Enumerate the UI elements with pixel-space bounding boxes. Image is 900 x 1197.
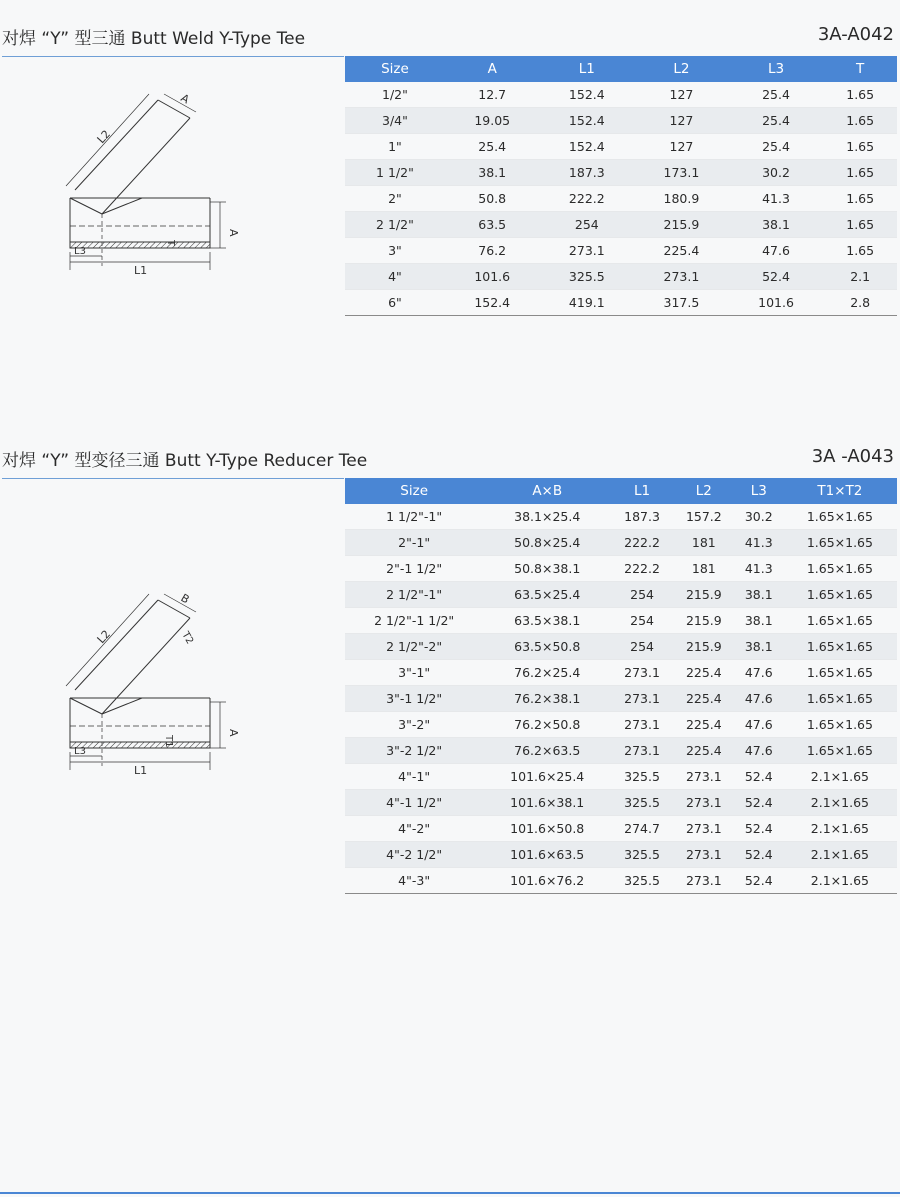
column-header: T1×T2 xyxy=(783,478,897,504)
table-cell: 152.4 xyxy=(540,134,635,160)
table-cell: 4"-2" xyxy=(345,816,483,842)
section-header xyxy=(0,440,900,476)
table-cell: 50.8 xyxy=(445,186,540,212)
table-cell: 173.1 xyxy=(634,160,729,186)
table-cell: 2.1×1.65 xyxy=(783,816,897,842)
table-cell: 325.5 xyxy=(611,868,673,894)
table-cell: 1.65 xyxy=(823,186,897,212)
column-header: L3 xyxy=(735,478,783,504)
section-y-type-reducer-tee xyxy=(0,440,900,476)
table-row xyxy=(345,582,897,608)
table-cell: 6" xyxy=(345,290,445,316)
section-y-type-tee xyxy=(0,18,900,54)
label-t1: T1 xyxy=(163,735,174,748)
table-cell: 225.4 xyxy=(673,660,735,686)
table-cell: 273.1 xyxy=(611,686,673,712)
table-cell: 273.1 xyxy=(634,264,729,290)
table-cell: 254 xyxy=(540,212,635,238)
table-cell: 41.3 xyxy=(735,556,783,582)
table-row xyxy=(345,264,897,290)
table-cell: 273.1 xyxy=(611,660,673,686)
table-cell: 215.9 xyxy=(673,634,735,660)
table-row xyxy=(345,108,897,134)
table-cell: 3"-2 1/2" xyxy=(345,738,483,764)
table-row xyxy=(345,186,897,212)
section-title: 对焊 “Y” 型三通 Butt Weld Y-Type Tee xyxy=(2,29,306,49)
table-cell: 1.65×1.65 xyxy=(783,582,897,608)
table-row xyxy=(345,556,897,582)
table-cell: 273.1 xyxy=(611,738,673,764)
table-cell: 1" xyxy=(345,134,445,160)
table-cell: 1.65×1.65 xyxy=(783,660,897,686)
table-cell: 38.1 xyxy=(735,608,783,634)
table-cell: 273.1 xyxy=(673,816,735,842)
table-cell: 101.6 xyxy=(729,290,824,316)
table-cell: 1.65 xyxy=(823,238,897,264)
table-cell: 101.6 xyxy=(445,264,540,290)
table-cell: 3"-2" xyxy=(345,712,483,738)
column-header: L1 xyxy=(540,56,635,82)
table-cell: 1.65 xyxy=(823,212,897,238)
table-cell: 2.1×1.65 xyxy=(783,868,897,894)
column-header: L2 xyxy=(673,478,735,504)
table-cell: 181 xyxy=(673,556,735,582)
column-header: A xyxy=(445,56,540,82)
table-cell: 76.2×38.1 xyxy=(483,686,611,712)
table-cell: 76.2×50.8 xyxy=(483,712,611,738)
column-header: L3 xyxy=(729,56,824,82)
spec-table-a042 xyxy=(345,56,897,316)
table-cell: 30.2 xyxy=(729,160,824,186)
table-cell: 41.3 xyxy=(735,530,783,556)
table-cell: 225.4 xyxy=(634,238,729,264)
table-cell: 1.65×1.65 xyxy=(783,712,897,738)
table-cell: 52.4 xyxy=(735,868,783,894)
label-a-branch: A xyxy=(178,91,192,107)
table-cell: 273.1 xyxy=(673,868,735,894)
table-cell: 12.7 xyxy=(445,82,540,108)
table-cell: 2.8 xyxy=(823,290,897,316)
table-cell: 63.5×25.4 xyxy=(483,582,611,608)
table-row xyxy=(345,608,897,634)
table-row xyxy=(345,134,897,160)
table-cell: 2.1 xyxy=(823,264,897,290)
table-cell: 152.4 xyxy=(540,82,635,108)
table-cell: 52.4 xyxy=(735,816,783,842)
table-cell: 181 xyxy=(673,530,735,556)
table-cell: 4" xyxy=(345,264,445,290)
table-cell: 38.1 xyxy=(445,160,540,186)
table-cell: 187.3 xyxy=(540,160,635,186)
table-header-row xyxy=(345,56,897,82)
table-cell: 4"-1" xyxy=(345,764,483,790)
table-cell: 30.2 xyxy=(735,504,783,530)
table-cell: 38.1 xyxy=(729,212,824,238)
table-row xyxy=(345,842,897,868)
table-cell: 38.1 xyxy=(735,582,783,608)
table-cell: 50.8×25.4 xyxy=(483,530,611,556)
table-cell: 325.5 xyxy=(611,790,673,816)
table-cell: 101.6×50.8 xyxy=(483,816,611,842)
table-cell: 47.6 xyxy=(735,738,783,764)
label-t: T xyxy=(165,240,176,247)
table-cell: 1.65 xyxy=(823,82,897,108)
table-cell: 1.65×1.65 xyxy=(783,556,897,582)
column-header: T xyxy=(823,56,897,82)
table-cell: 76.2×25.4 xyxy=(483,660,611,686)
table-cell: 325.5 xyxy=(611,764,673,790)
table-row xyxy=(345,816,897,842)
column-header: L2 xyxy=(634,56,729,82)
y-reducer-tee-diagram xyxy=(30,590,260,780)
table-cell: 41.3 xyxy=(729,186,824,212)
table-cell: 47.6 xyxy=(735,660,783,686)
footer-rule xyxy=(0,1192,900,1194)
table-cell: 52.4 xyxy=(735,842,783,868)
y-tee-diagram xyxy=(30,90,260,280)
table-cell: 325.5 xyxy=(540,264,635,290)
table-cell: 4"-2 1/2" xyxy=(345,842,483,868)
table-cell: 157.2 xyxy=(673,504,735,530)
label-l1: L1 xyxy=(134,764,148,777)
table-cell: 215.9 xyxy=(673,608,735,634)
table-cell: 254 xyxy=(611,608,673,634)
table-cell: 222.2 xyxy=(540,186,635,212)
column-header: Size xyxy=(345,478,483,504)
table-cell: 274.7 xyxy=(611,816,673,842)
table-row xyxy=(345,160,897,186)
table-cell: 1 1/2" xyxy=(345,160,445,186)
table-row xyxy=(345,868,897,894)
table-cell: 317.5 xyxy=(634,290,729,316)
label-t2: T2 xyxy=(179,630,196,647)
label-b: B xyxy=(178,591,192,607)
table-cell: 2 1/2"-2" xyxy=(345,634,483,660)
table-cell: 25.4 xyxy=(729,134,824,160)
table-cell: 273.1 xyxy=(673,790,735,816)
table-cell: 273.1 xyxy=(673,842,735,868)
table-cell: 225.4 xyxy=(673,738,735,764)
table-cell: 19.05 xyxy=(445,108,540,134)
table-cell: 52.4 xyxy=(735,790,783,816)
table-cell: 1.65×1.65 xyxy=(783,738,897,764)
table-cell: 4"-1 1/2" xyxy=(345,790,483,816)
title-underline xyxy=(2,56,344,57)
label-l2: L2 xyxy=(94,627,114,647)
table-cell: 222.2 xyxy=(611,556,673,582)
table-cell: 215.9 xyxy=(634,212,729,238)
column-header: L1 xyxy=(611,478,673,504)
table-cell: 187.3 xyxy=(611,504,673,530)
table-cell: 25.4 xyxy=(729,82,824,108)
table-cell: 3/4" xyxy=(345,108,445,134)
table-cell: 325.5 xyxy=(611,842,673,868)
table-cell: 1.65 xyxy=(823,134,897,160)
table-cell: 63.5 xyxy=(445,212,540,238)
table-row xyxy=(345,82,897,108)
table-row xyxy=(345,686,897,712)
table-cell: 215.9 xyxy=(673,582,735,608)
table-row xyxy=(345,738,897,764)
table-cell: 180.9 xyxy=(634,186,729,212)
table-cell: 1.65×1.65 xyxy=(783,686,897,712)
table-row xyxy=(345,790,897,816)
table-cell: 52.4 xyxy=(735,764,783,790)
table-cell: 101.6×63.5 xyxy=(483,842,611,868)
table-cell: 76.2 xyxy=(445,238,540,264)
table-cell: 76.2×63.5 xyxy=(483,738,611,764)
table-cell: 2"-1" xyxy=(345,530,483,556)
label-l2: L2 xyxy=(94,127,114,147)
table-cell: 63.5×50.8 xyxy=(483,634,611,660)
table-row xyxy=(345,530,897,556)
table-cell: 1.65×1.65 xyxy=(783,530,897,556)
table-cell: 2"-1 1/2" xyxy=(345,556,483,582)
table-cell: 254 xyxy=(611,582,673,608)
table-row xyxy=(345,634,897,660)
table-cell: 127 xyxy=(634,82,729,108)
table-cell: 2" xyxy=(345,186,445,212)
label-l3: L3 xyxy=(74,746,86,757)
table-cell: 273.1 xyxy=(611,712,673,738)
product-code: 3A-A042 xyxy=(817,24,894,45)
table-cell: 127 xyxy=(634,108,729,134)
table-cell: 127 xyxy=(634,134,729,160)
column-header: Size xyxy=(345,56,445,82)
table-cell: 222.2 xyxy=(611,530,673,556)
label-l3: L3 xyxy=(74,246,86,257)
table-cell: 225.4 xyxy=(673,712,735,738)
spec-table-a043 xyxy=(345,478,897,894)
table-cell: 63.5×38.1 xyxy=(483,608,611,634)
table-cell: 101.6×25.4 xyxy=(483,764,611,790)
table-row xyxy=(345,660,897,686)
table-cell: 1.65×1.65 xyxy=(783,634,897,660)
table-cell: 1 1/2"-1" xyxy=(345,504,483,530)
table-cell: 273.1 xyxy=(540,238,635,264)
table-row xyxy=(345,504,897,530)
label-l1: L1 xyxy=(134,264,148,277)
table-cell: 1/2" xyxy=(345,82,445,108)
table-cell: 273.1 xyxy=(673,764,735,790)
table-cell: 2 1/2" xyxy=(345,212,445,238)
table-cell: 1.65×1.65 xyxy=(783,608,897,634)
table-cell: 152.4 xyxy=(540,108,635,134)
table-cell: 47.6 xyxy=(735,686,783,712)
label-a: A xyxy=(227,229,240,237)
table-cell: 419.1 xyxy=(540,290,635,316)
table-row xyxy=(345,212,897,238)
table-cell: 225.4 xyxy=(673,686,735,712)
section-header xyxy=(0,18,900,54)
table-cell: 2 1/2"-1" xyxy=(345,582,483,608)
table-cell: 50.8×38.1 xyxy=(483,556,611,582)
table-row xyxy=(345,290,897,316)
table-cell: 3"-1" xyxy=(345,660,483,686)
table-cell: 152.4 xyxy=(445,290,540,316)
table-cell: 25.4 xyxy=(445,134,540,160)
table-cell: 25.4 xyxy=(729,108,824,134)
column-header: A×B xyxy=(483,478,611,504)
table-row xyxy=(345,712,897,738)
table-cell: 101.6×38.1 xyxy=(483,790,611,816)
table-cell: 254 xyxy=(611,634,673,660)
table-cell: 101.6×76.2 xyxy=(483,868,611,894)
table-cell: 2.1×1.65 xyxy=(783,842,897,868)
table-row xyxy=(345,764,897,790)
table-cell: 2.1×1.65 xyxy=(783,764,897,790)
table-cell: 1.65 xyxy=(823,108,897,134)
table-cell: 1.65×1.65 xyxy=(783,504,897,530)
title-underline xyxy=(2,478,344,479)
table-cell: 3" xyxy=(345,238,445,264)
section-title: 对焊 “Y” 型变径三通 Butt Y-Type Reducer Tee xyxy=(2,451,368,471)
table-header-row xyxy=(345,478,897,504)
table-row xyxy=(345,238,897,264)
table-cell: 38.1×25.4 xyxy=(483,504,611,530)
label-a: A xyxy=(227,729,240,737)
table-cell: 3"-1 1/2" xyxy=(345,686,483,712)
table-cell: 2 1/2"-1 1/2" xyxy=(345,608,483,634)
product-code: 3A -A043 xyxy=(811,446,894,467)
table-cell: 52.4 xyxy=(729,264,824,290)
table-cell: 47.6 xyxy=(735,712,783,738)
table-cell: 38.1 xyxy=(735,634,783,660)
table-cell: 4"-3" xyxy=(345,868,483,894)
table-cell: 47.6 xyxy=(729,238,824,264)
table-cell: 2.1×1.65 xyxy=(783,790,897,816)
table-cell: 1.65 xyxy=(823,160,897,186)
